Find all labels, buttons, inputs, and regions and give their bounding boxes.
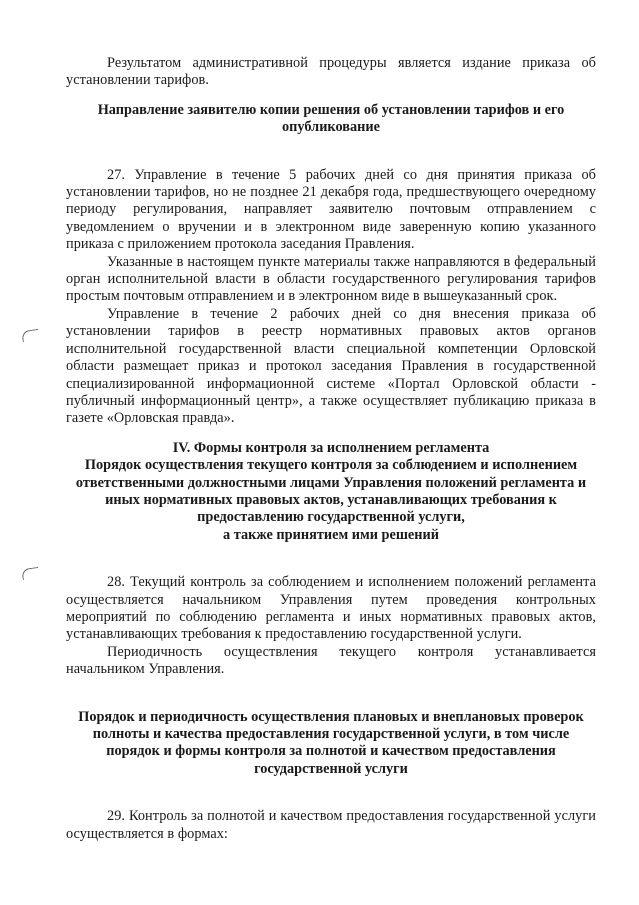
- paragraph-27-materials: Указанные в настоящем пункте материалы также направляются в федеральный орган исполнительной власти в области государственного регулирования тарифов простым почтовым отправлением и в электронном виде в вышеуказанный срок.: [66, 253, 596, 305]
- heading-section-4-subtitle: Порядок осуществления текущего контроля за соблюдением и исполнением ответственными должностными лицами Управления положений регламента и иных нормативных правовых актов, устанавливающих требования к предоставлению государственной услуги,: [75, 457, 587, 526]
- document-body: [66, 55, 596, 843]
- heading-section-4-subtitle-end: а также принятием ими решений: [223, 526, 439, 543]
- paragraph-29: 29. Контроль за полнотой и качеством предоставления государственной услуги осуществляется в формах:: [66, 808, 596, 842]
- scan-mark: [21, 329, 39, 342]
- scan-mark: [21, 567, 39, 580]
- paragraph-28-periodicity: Периодичность осуществления текущего контроля устанавливается начальником Управления.: [66, 643, 596, 678]
- paragraph-result: Результатом административной процедуры является издание приказа об установлении тарифов.: [66, 55, 596, 89]
- heading-inspections: Порядок и периодичность осуществления плановых и внеплановых проверок полноты и качества предоставления государственной услуги, в том числе порядок и формы контроля за полнотой и качеством предоставления государственной услуги: [78, 708, 584, 777]
- paragraph-27: 27. Управление в течение 5 рабочих дней со дня принятия приказа об установлении тарифов, но не позднее 21 декабря года, предшествующего очередному периоду регулирования, направляет заявителю почтовым отправлением с уведомлением о вручении и в электронном виде заверенную копию указанного приказа с приложением протокола заседания Правления.: [66, 166, 596, 253]
- paragraph-28: 28. Текущий контроль за соблюдением и исполнением положений регламента осуществляется начальником Управления путем проведения контрольных мероприятий по соблюдению регламента и иных нормативных правовых актов, устанавливающих требования к предоставлению государственной услуги.: [66, 574, 596, 643]
- heading-send-copy: Направление заявителю копии решения об установлении тарифов и его опубликование: [97, 101, 565, 136]
- paragraph-27-publication: Управление в течение 2 рабочих дней со дня внесения приказа об установлении тарифов в реестр нормативных правовых актов органов исполнительной государственной власти специальной компетенции Орловской области размещает приказ и протокол заседания Правления в государственной специализированной информационной системе «Портал Орловской области - публичный информационный центр», а также осуществляет публикацию приказа в газете «Орловская правда».: [66, 305, 596, 427]
- heading-section-4-title: IV. Формы контроля за исполнением регламента: [172, 439, 490, 456]
